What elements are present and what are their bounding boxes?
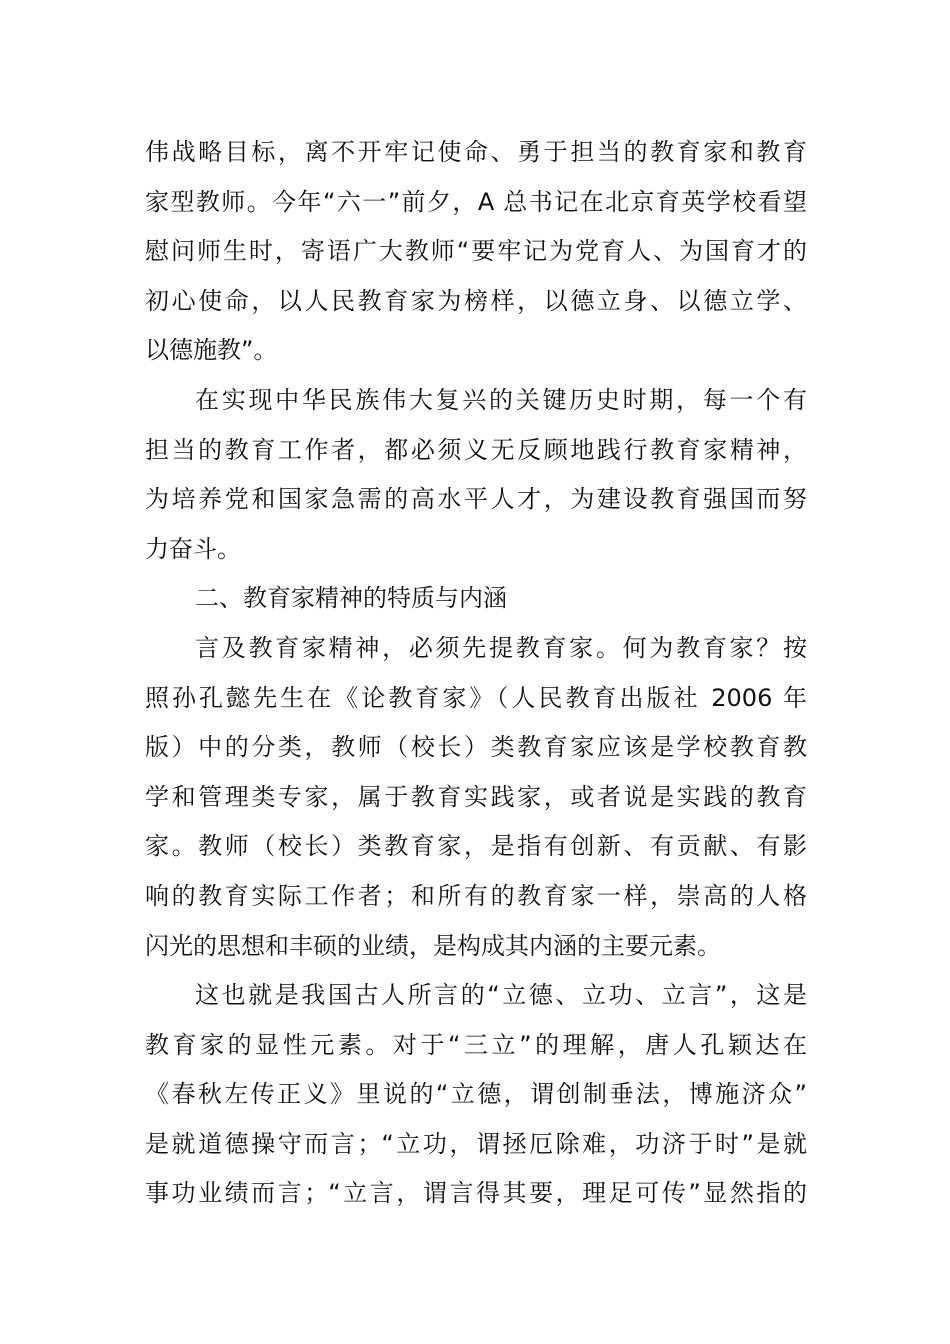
paragraph-1-line-5: 以德施教”。 xyxy=(145,336,278,365)
paragraph-3-line-2: 照孙孔懿先生在《论教育家》（人民教育出版社 2006 年 xyxy=(145,683,807,712)
section-heading: 二、教育家精神的特质与内涵 xyxy=(195,584,507,613)
paragraph-1-line-3: 慰问师生时，寄语广大教师“要牢记为党育人、为国育才的 xyxy=(145,237,807,266)
paragraph-1-line-1: 伟战略目标，离不开牢记使命、勇于担当的教育家和教育 xyxy=(145,138,807,166)
paragraph-1-line-4: 初心使命，以人民教育家为榜样，以德立身、以德立学、 xyxy=(145,286,807,315)
paragraph-4-line-5: 事功业绩而言；“立言，谓言得其要，理足可传”显然指的 xyxy=(145,1179,807,1208)
paragraph-3-line-7: 闪光的思想和丰硕的业绩，是构成其内涵的主要元素。 xyxy=(145,931,721,960)
paragraph-1-line-2: 家型教师。今年“六一”前夕，A 总书记在北京育英学校看望 xyxy=(145,187,807,216)
paragraph-4-line-4: 是就道德操守而言；“立功，谓拯厄除难，功济于时”是就 xyxy=(145,1129,807,1158)
paragraph-4-line-2: 教育家的显性元素。对于“三立”的理解，唐人孔颖达在 xyxy=(145,1030,807,1059)
paragraph-3-line-3: 版）中的分类，教师（校长）类教育家应该是学校教育教 xyxy=(145,733,807,762)
paragraph-3-line-4: 学和管理类专家，属于教育实践家，或者说是实践的教育 xyxy=(145,782,807,811)
paragraph-2-line-3: 为培养党和国家急需的高水平人才，为建设教育强国而努 xyxy=(145,485,807,514)
paragraph-3-line-5: 家。教师（校长）类教育家，是指有创新、有贡献、有影 xyxy=(145,832,807,861)
document-body xyxy=(145,128,807,1219)
paragraph-4-line-3: 《春秋左传正义》里说的“立德，谓创制垂法，博施济众” xyxy=(145,1080,807,1109)
paragraph-2-line-4: 力奋斗。 xyxy=(145,534,241,563)
paragraph-3-line-1: 言及教育家精神，必须先提教育家。何为教育家？按 xyxy=(195,633,807,662)
paragraph-2-line-2: 担当的教育工作者，都必须义无反顾地践行教育家精神， xyxy=(145,435,807,464)
paragraph-2-line-1: 在实现中华民族伟大复兴的关键历史时期，每一个有 xyxy=(195,385,807,414)
paragraph-3-line-6: 响的教育实际工作者；和所有的教育家一样，崇高的人格 xyxy=(145,881,807,910)
paragraph-4-line-1: 这也就是我国古人所言的“立德、立功、立言”，这是 xyxy=(195,981,807,1010)
